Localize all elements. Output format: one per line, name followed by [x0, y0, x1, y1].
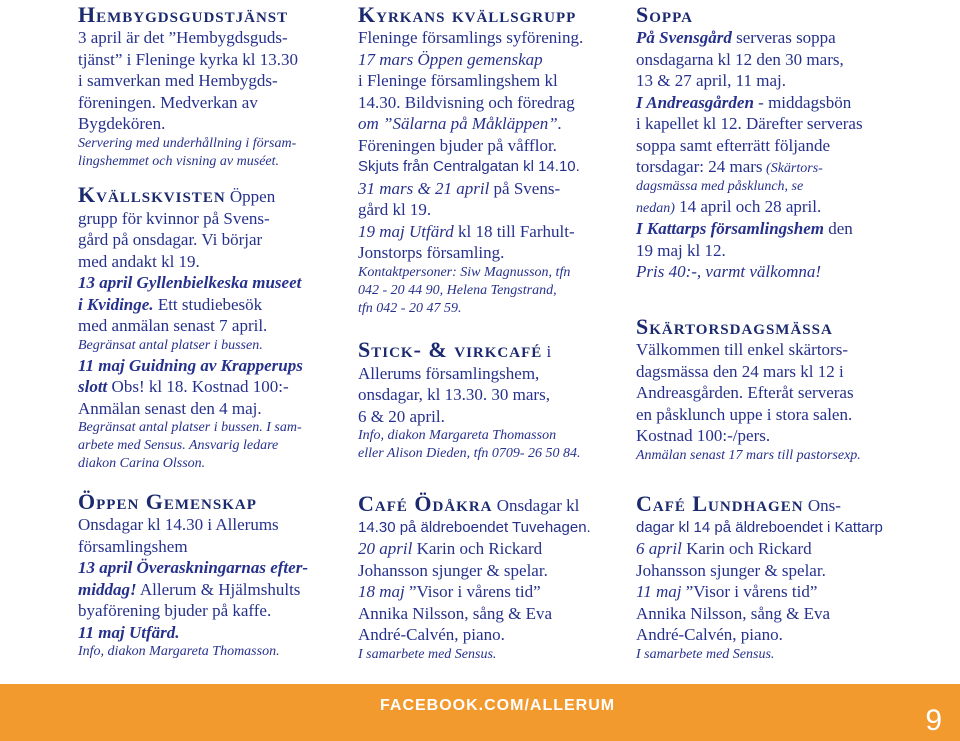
text-segment: den — [824, 219, 853, 238]
note-line: Begränsat antal platser i bussen. — [78, 337, 263, 353]
text-line: en påsklunch uppe i stora salen. — [636, 404, 853, 424]
heading-kyrkans-kvallsgrupp: Kyrkans kvällsgrupp — [358, 2, 577, 27]
event-line: Pris 40:-, varmt välkomna! — [636, 262, 822, 281]
text-line: Föreningen bjuder på våfflor. — [358, 135, 557, 155]
event-segment: I Kattarps församlingshem — [636, 219, 824, 238]
event-line: 11 maj Utfärd. — [78, 622, 180, 642]
text-line: Onsdagar kl 14.30 i Allerums — [78, 515, 279, 534]
text-line: Andreasgården. Efteråt serveras — [636, 383, 854, 402]
event-line: 11 maj Guidning av Krapperups — [78, 355, 303, 375]
heading-stick-virkcafe: Stick- & virkcafé — [358, 337, 543, 362]
note-line: Info, diakon Margareta Thomasson. — [78, 644, 280, 659]
text-line: i samverkan med Hembygds- — [78, 71, 278, 90]
event-segment: middag! — [78, 579, 137, 599]
note-line: Begränsat antal platser i bussen. I sam- — [78, 420, 302, 435]
text-line: grupp för kvinnor på Svens- — [78, 208, 270, 228]
article-oppen-gemenskap — [78, 490, 338, 661]
text-segment: Allerum & Hjälmshults — [136, 579, 301, 599]
note-line: diakon Carina Olsson. — [78, 456, 206, 471]
article-hembygdsgudstjanst — [78, 3, 328, 171]
note-line: lingshemmet och visning av muséet. — [78, 153, 280, 169]
text-line: André-Calvén, piano. — [358, 625, 505, 644]
text-line: Kostnad 100:-/pers. — [636, 426, 771, 445]
text-line: byaförening bjuder på kaffe. — [78, 601, 272, 620]
note-line: Anmälan senast 17 mars till pastorsexp. — [636, 447, 861, 463]
event-segment: 31 mars & 21 april — [358, 178, 490, 198]
text-segment: Öppen — [225, 187, 276, 206]
text-line: Skjuts från Centralgatan kl 14.10. — [358, 158, 580, 175]
note-line: tfn 042 - 20 47 59. — [358, 300, 462, 316]
text-segment: på Svens- — [489, 178, 561, 198]
note-line: dagsmässa med påsklunch, se — [636, 179, 804, 194]
text-line: André-Calvén, piano. — [636, 625, 783, 644]
text-line: Bygdekören. — [78, 114, 166, 133]
text-line: gård kl 19. — [358, 200, 432, 219]
article-cafe-odakra — [358, 493, 618, 664]
page-footer — [0, 684, 960, 741]
text-segment: kl 18 till Farhult- — [453, 221, 575, 241]
text-segment: Onsdagar kl — [492, 496, 580, 515]
text-line: Annika Nilsson, sång & Eva — [636, 603, 831, 623]
heading-oppen-gemenskap: Öppen Gemenskap — [78, 489, 257, 514]
text-line: onsdagar, kl 13.30. 30 mars, — [358, 385, 550, 404]
article-skartorsdagsmassa — [636, 315, 936, 465]
note-line: Servering med underhållning i försam- — [78, 135, 297, 151]
text-line: soppa samt efterrätt följande — [636, 135, 831, 155]
text-line: Anmälan senast den 4 maj. — [78, 398, 262, 418]
page-number: 9 — [925, 704, 942, 737]
text-line: 14.30 på äldreboendet Tuvehagen. — [358, 518, 591, 536]
text-line: församlingshem — [78, 536, 188, 556]
text-line: i Fleninge församlingshem kl — [358, 71, 558, 90]
text-line: i kapellet kl 12. Därefter serveras — [636, 114, 863, 133]
text-line: 14.30. Bildvisning och föredrag — [358, 92, 575, 112]
event-line: 13 april Överaskningarnas efter- — [78, 558, 308, 577]
heading-skartorsdagsmassa: Skärtorsdagsmässa — [636, 314, 833, 339]
text-segment: Karin och Rickard — [412, 539, 543, 558]
text-line: tjänst” i Fleninge kyrka kl 13.30 — [78, 49, 299, 69]
event-segment: 19 maj Utfärd — [358, 221, 454, 241]
text-line: Johansson sjunger & spelar. — [636, 560, 826, 580]
event-line: 17 mars Öppen gemenskap — [358, 49, 543, 69]
event-segment: 20 april — [358, 539, 413, 558]
article-soppa — [636, 3, 936, 283]
note-line: I samarbete med Sensus. — [358, 646, 497, 662]
heading-cafe-odakra: Café Ödåkra — [358, 491, 493, 516]
text-line: dagsmässa den 24 mars kl 12 i — [636, 361, 844, 381]
heading-cafe-lundhagen: Café Lundhagen — [636, 491, 804, 516]
text-line: 13 & 27 april, 11 maj. — [636, 71, 786, 90]
event-segment: slott — [78, 377, 108, 396]
text-line: dagar kl 14 på äldreboendet i Kattarp — [636, 518, 883, 536]
heading-soppa: Soppa — [636, 2, 693, 27]
text-line: 3 april är det ”Hembygdsguds- — [78, 28, 288, 47]
note-line: eller Alison Dieden, tfn 0709- 26 50 84. — [358, 446, 581, 461]
note-segment: (Skärtors- — [762, 161, 823, 176]
note-line: I samarbete med Sensus. — [636, 646, 775, 662]
text-segment: Ons- — [803, 496, 841, 515]
note-line: 042 - 20 44 90, Helena Tengstrand, — [358, 282, 557, 298]
text-line: onsdagarna kl 12 den 30 mars, — [636, 49, 844, 69]
text-line: 19 maj kl 12. — [636, 240, 726, 260]
text-line: föreningen. Medverkan av — [78, 92, 258, 112]
text-line: 6 & 20 april. — [358, 406, 445, 426]
text-line: Fleninge församlings syförening. — [358, 28, 584, 47]
event-segment: 11 maj — [636, 582, 682, 601]
article-kyrkans-kvallsgrupp — [358, 3, 618, 318]
text-segment: Ett studiebesök — [153, 294, 263, 314]
text-segment: i — [542, 342, 552, 361]
text-line: Johansson sjunger & spelar. — [358, 560, 548, 580]
heading-kvallskvisten: Kvällskvisten — [78, 182, 226, 207]
text-line: med anmälan senast 7 april. — [78, 316, 268, 335]
text-segment: Obs! kl 18. Kostnad 100:- — [107, 377, 289, 396]
note-line: arbete med Sensus. Ansvarig ledare — [78, 438, 279, 453]
event-segment: 18 maj — [358, 582, 405, 601]
text-line: Allerums församlingshem, — [358, 363, 540, 383]
event-segment: 6 april — [636, 539, 682, 558]
article-stick-virkcafe — [358, 339, 618, 463]
facebook-link[interactable]: FACEBOOK.COM/ALLERUM — [380, 697, 616, 714]
article-cafe-lundhagen — [636, 493, 936, 664]
text-segment: ”Visor i vårens tid” — [404, 582, 541, 601]
text-segment: ”Visor i vårens tid” — [681, 582, 818, 601]
event-line: om ”Sälarna på Måkläppen”. — [358, 114, 562, 133]
note-segment: nedan) — [636, 201, 675, 216]
heading-hembygdsgudstjanst: Hembygdsgudstjänst — [78, 2, 289, 27]
text-line: med andakt kl 19. — [78, 251, 200, 271]
text-segment: serveras soppa — [731, 28, 836, 47]
event-line: 13 april Gyllenbielkeska museet — [78, 273, 302, 292]
event-segment: i Kvidinge. — [78, 294, 154, 314]
text-line: Jonstorps församling. — [358, 243, 505, 262]
text-segment: - middagsbön — [753, 92, 852, 112]
text-segment: Karin och Rickard — [681, 539, 812, 558]
event-segment: På Svensgård — [636, 28, 732, 47]
event-segment: I Andreasgården — [636, 92, 754, 112]
text-segment: torsdagar: 24 mars — [636, 157, 763, 176]
text-line: gård på onsdagar. Vi börjar — [78, 230, 263, 249]
note-line: Kontaktpersoner: Siw Magnusson, tfn — [358, 264, 571, 280]
article-kvallskvisten — [78, 184, 338, 473]
text-line: Annika Nilsson, sång & Eva — [358, 603, 553, 623]
note-line: Info, diakon Margareta Thomasson — [358, 428, 557, 443]
text-line: Välkommen till enkel skärtors- — [636, 340, 848, 359]
text-segment: 14 april och 28 april. — [674, 197, 822, 216]
